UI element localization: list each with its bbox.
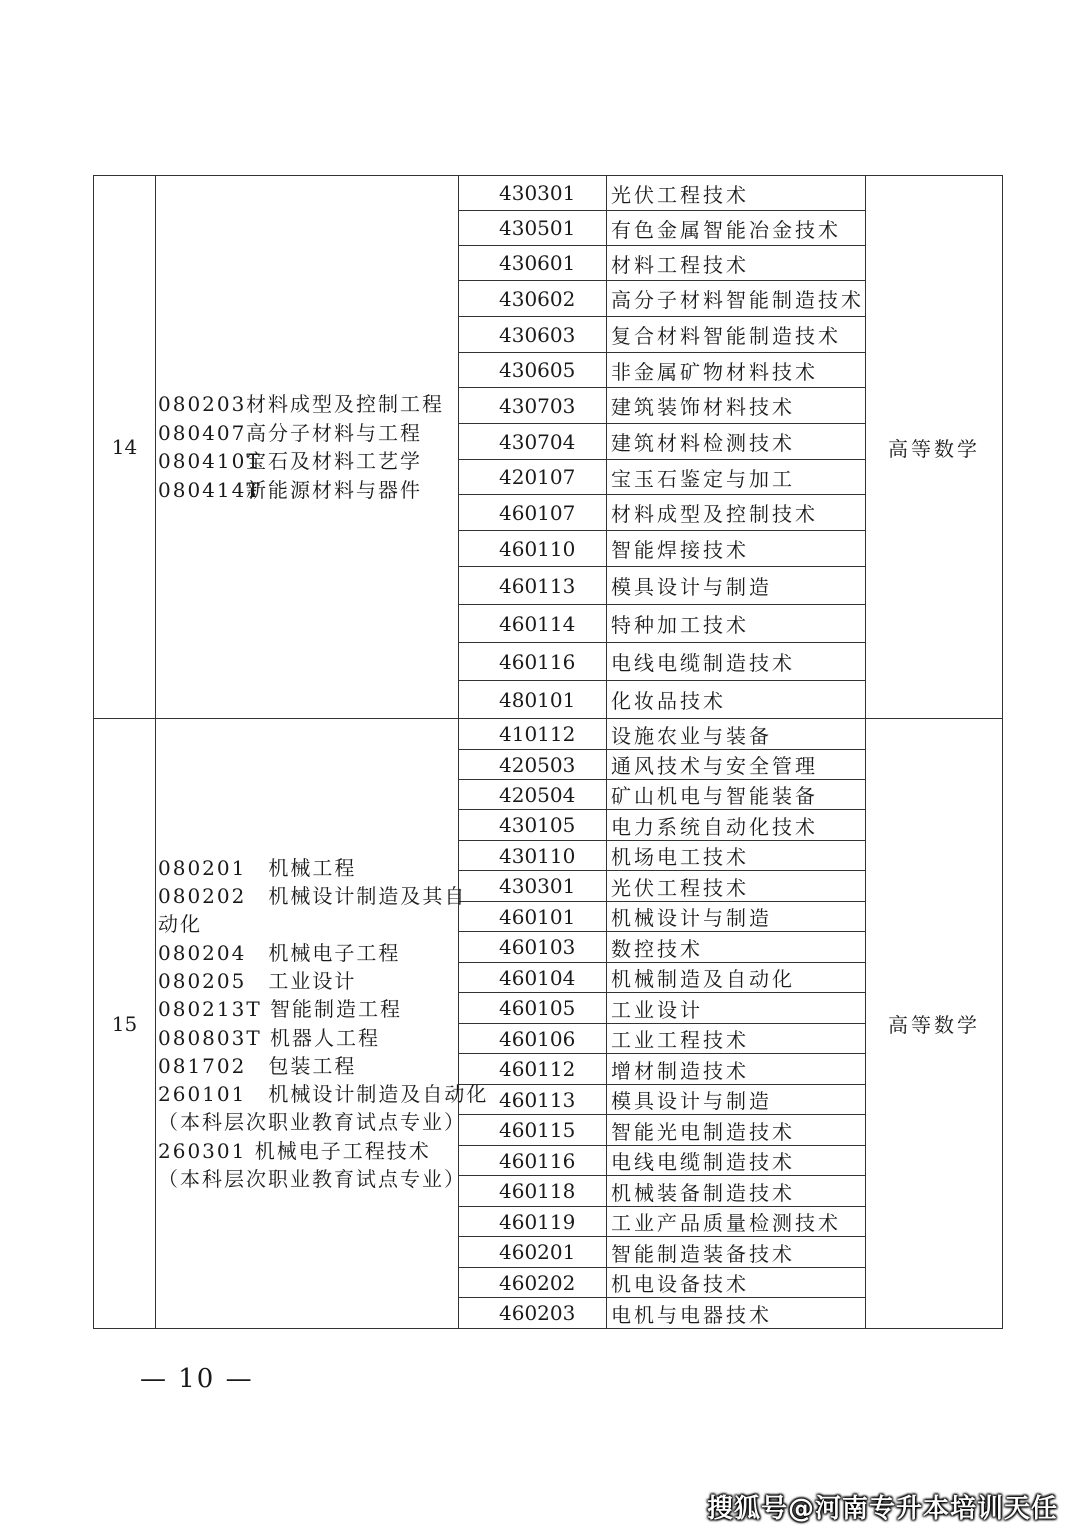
vocational-name: 非金属矿物材料技术 <box>607 353 866 388</box>
vocational-name: 机械设计与制造 <box>607 902 866 932</box>
undergrad-major <box>158 447 456 476</box>
vocational-name: 机场电工技术 <box>607 841 866 871</box>
vocational-code: 430704 <box>459 424 607 460</box>
exam-subject: 高等数学 <box>866 719 1003 1329</box>
vocational-name: 高分子材料智能制造技术 <box>607 281 866 317</box>
undergrad-line: 080213T 智能制造工程 <box>158 997 403 1022</box>
undergrad-line: （本科层次职业教育试点专业） <box>158 1166 466 1191</box>
vocational-code: 430605 <box>459 353 607 388</box>
vocational-name: 光伏工程技术 <box>607 871 866 902</box>
vocational-code: 430603 <box>459 317 607 353</box>
undergrad-line: 080204 机械电子工程 <box>158 940 401 965</box>
vocational-code: 420504 <box>459 780 607 810</box>
vocational-name: 通风技术与安全管理 <box>607 750 866 780</box>
undergrad-name: 新能源材料与器件 <box>246 477 422 502</box>
major-mapping-table <box>93 175 1003 1329</box>
undergrad-majors <box>156 719 489 1329</box>
vocational-code: 460202 <box>459 1268 607 1298</box>
vocational-name: 特种加工技术 <box>607 605 866 643</box>
vocational-code: 460116 <box>459 643 607 681</box>
undergrad-majors <box>156 176 459 719</box>
vocational-code: 430602 <box>459 281 607 317</box>
vocational-code: 460104 <box>459 963 607 993</box>
vocational-code: 430301 <box>459 871 607 902</box>
undergrad-line: 260101 机械设计制造及自动化 <box>158 1082 489 1107</box>
vocational-name: 有色金属智能冶金技术 <box>607 211 866 246</box>
vocational-code: 430110 <box>459 841 607 871</box>
vocational-name: 建筑装饰材料技术 <box>607 388 866 424</box>
undergrad-line: （本科层次职业教育试点专业） <box>158 1110 466 1135</box>
vocational-code: 460203 <box>459 1298 607 1329</box>
vocational-code: 460116 <box>459 1146 607 1176</box>
vocational-code: 420107 <box>459 460 607 495</box>
undergrad-code: 080414T <box>158 477 262 502</box>
undergrad-line: 080803T 机器人工程 <box>158 1025 381 1050</box>
vocational-code: 430501 <box>459 211 607 246</box>
vocational-name: 矿山机电与智能装备 <box>607 780 866 810</box>
table-row <box>94 719 1003 750</box>
undergrad-major <box>158 476 456 505</box>
vocational-name: 智能制造装备技术 <box>607 1237 866 1268</box>
undergrad-code: 080203 <box>158 392 247 416</box>
vocational-name: 光伏工程技术 <box>607 176 866 211</box>
vocational-code: 460113 <box>459 567 607 605</box>
undergrad-line: 080202 机械设计制造及其自 <box>158 884 467 909</box>
vocational-name: 机械制造及自动化 <box>607 963 866 993</box>
vocational-name: 电力系统自动化技术 <box>607 810 866 841</box>
vocational-name: 智能焊接技术 <box>607 531 866 567</box>
vocational-code: 460106 <box>459 1024 607 1054</box>
vocational-code: 430105 <box>459 810 607 841</box>
vocational-code: 460101 <box>459 902 607 932</box>
vocational-name: 工业设计 <box>607 993 866 1024</box>
vocational-name: 设施农业与装备 <box>607 719 866 750</box>
vocational-code: 460201 <box>459 1237 607 1268</box>
undergrad-major <box>158 419 456 448</box>
undergrad-line: 081702 包装工程 <box>158 1053 357 1078</box>
undergrad-line: 动化 <box>158 912 202 937</box>
vocational-name: 机械装备制造技术 <box>607 1176 866 1207</box>
undergrad-line: 260301 机械电子工程技术 <box>158 1138 431 1163</box>
vocational-name: 复合材料智能制造技术 <box>607 317 866 353</box>
vocational-code: 460115 <box>459 1115 607 1146</box>
undergrad-code: 080407 <box>158 420 247 445</box>
table-row <box>94 176 1003 211</box>
vocational-name: 工业工程技术 <box>607 1024 866 1054</box>
vocational-code: 460110 <box>459 531 607 567</box>
vocational-code: 460112 <box>459 1054 607 1085</box>
vocational-code: 480101 <box>459 681 607 719</box>
vocational-code: 430601 <box>459 246 607 281</box>
vocational-code: 460107 <box>459 495 607 531</box>
vocational-name: 数控技术 <box>607 932 866 963</box>
group-number: 14 <box>94 176 156 719</box>
vocational-name: 模具设计与制造 <box>607 1085 866 1115</box>
page-number: — 10 — <box>140 1364 254 1394</box>
undergrad-name: 高分子材料与工程 <box>246 420 422 445</box>
vocational-name: 电线电缆制造技术 <box>607 643 866 681</box>
vocational-code: 410112 <box>459 719 607 750</box>
exam-subject: 高等数学 <box>866 176 1003 719</box>
vocational-code: 430703 <box>459 388 607 424</box>
watermark: 搜狐号@河南专升本培训天任 <box>706 1494 1058 1524</box>
vocational-name: 电机与电器技术 <box>607 1298 866 1329</box>
vocational-code: 460119 <box>459 1207 607 1237</box>
vocational-name: 建筑材料检测技术 <box>607 424 866 460</box>
vocational-code: 460118 <box>459 1176 607 1207</box>
vocational-name: 工业产品质量检测技术 <box>607 1207 866 1237</box>
undergrad-code: 080410T <box>158 449 262 473</box>
vocational-code: 460105 <box>459 993 607 1024</box>
vocational-name: 模具设计与制造 <box>607 567 866 605</box>
vocational-name: 智能光电制造技术 <box>607 1115 866 1146</box>
undergrad-line: 080201 机械工程 <box>158 855 357 880</box>
vocational-name: 宝玉石鉴定与加工 <box>607 460 866 495</box>
vocational-name: 机电设备技术 <box>607 1268 866 1298</box>
undergrad-name: 宝石及材料工艺学 <box>246 449 422 473</box>
vocational-code: 460113 <box>459 1085 607 1115</box>
vocational-name: 化妆品技术 <box>607 681 866 719</box>
vocational-code: 430301 <box>459 176 607 211</box>
undergrad-name: 材料成型及控制工程 <box>246 392 444 416</box>
vocational-code: 460114 <box>459 605 607 643</box>
undergrad-line: 080205 工业设计 <box>158 968 357 993</box>
vocational-name: 材料成型及控制技术 <box>607 495 866 531</box>
vocational-name: 材料工程技术 <box>607 246 866 281</box>
undergrad-major <box>158 390 456 419</box>
vocational-name: 增材制造技术 <box>607 1054 866 1085</box>
vocational-code: 460103 <box>459 932 607 963</box>
vocational-name: 电线电缆制造技术 <box>607 1146 866 1176</box>
vocational-code: 420503 <box>459 750 607 780</box>
group-number: 15 <box>94 719 156 1329</box>
